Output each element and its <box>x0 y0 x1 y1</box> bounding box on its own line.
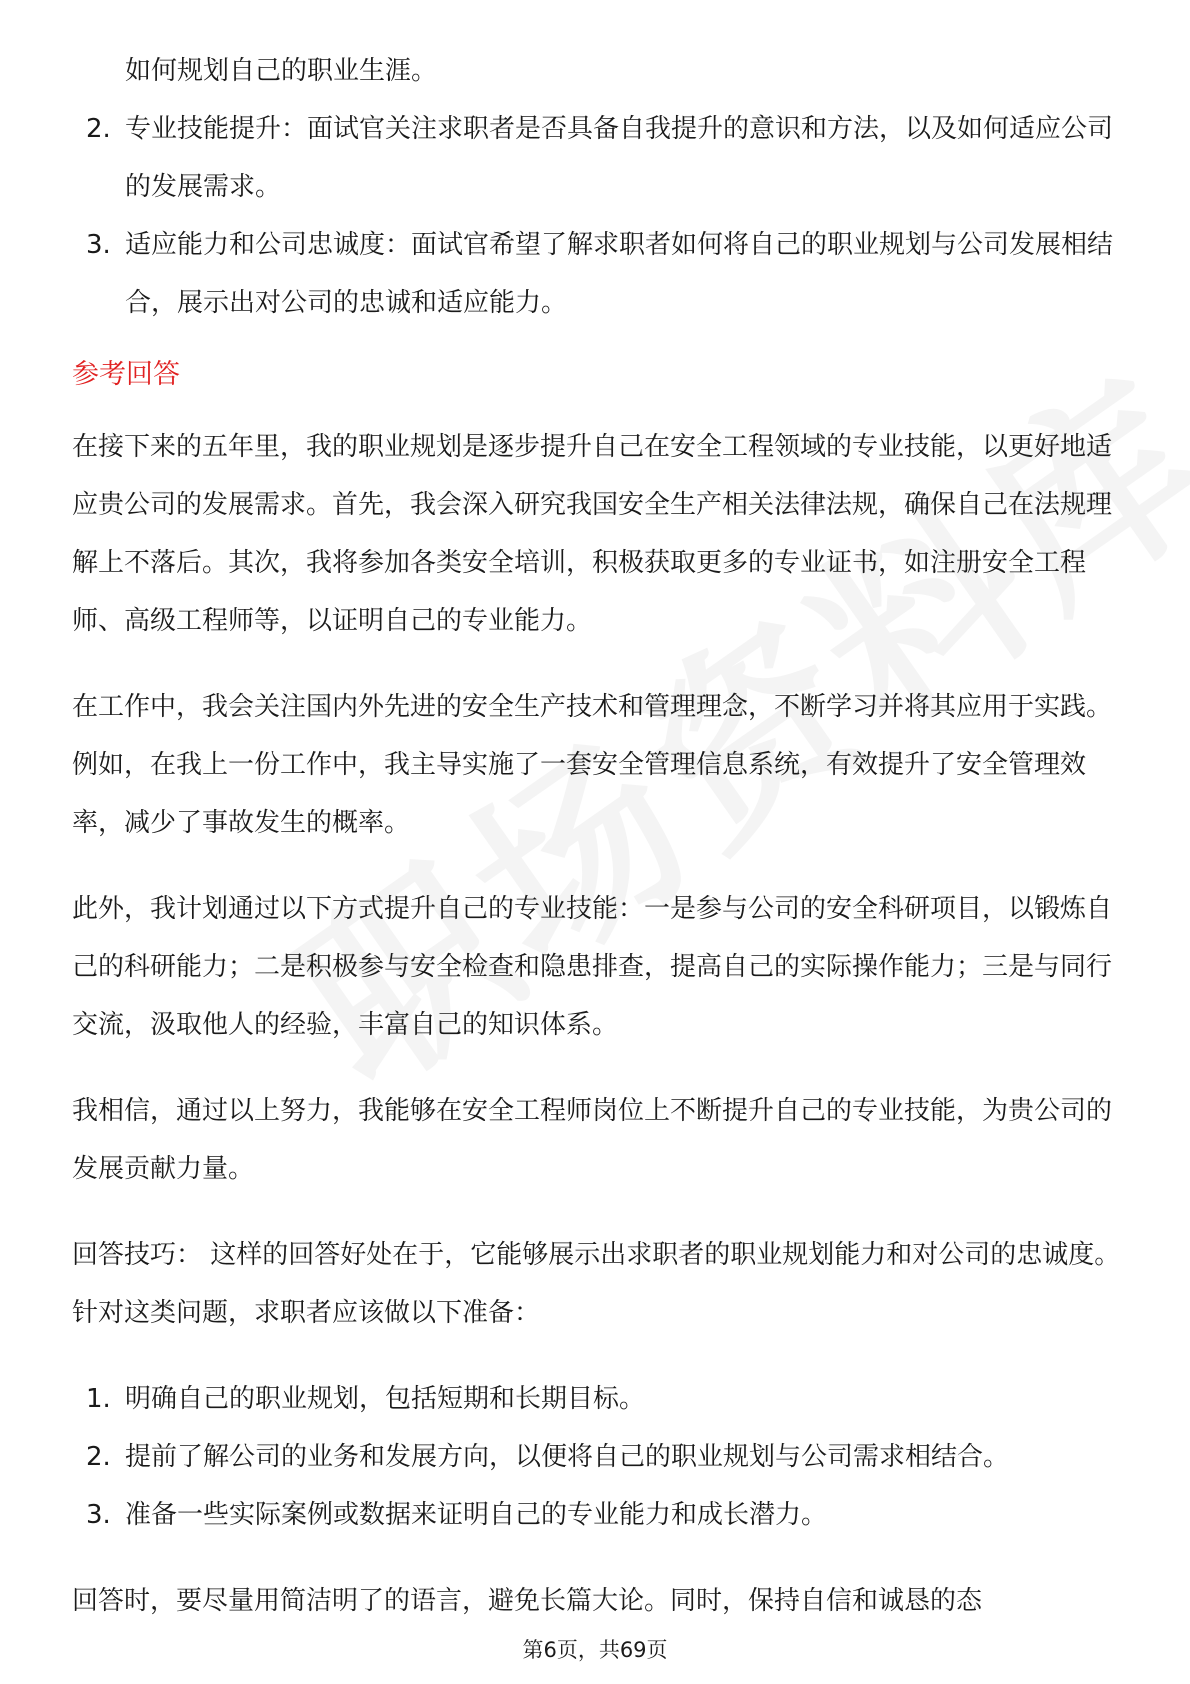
answer-paragraph-3: 此外，我计划通过以下方式提升自己的专业技能：一是参与公司的安全科研项目，以锻炼自己的科研能力；二是积极参与安全检查和隐患排查，提高自己的实际操作能力；三是与同行交流，汲取他人的经验，丰富自己的知识体系。 <box>72 894 1113 1040</box>
list-number: 3. <box>86 230 111 260</box>
list-text: 准备一些实际案例或数据来证明自己的专业能力和成长潜力。 <box>125 1500 828 1530</box>
list-item-continuation: 如何规划自己的职业生涯。 <box>125 56 438 86</box>
tips-paragraph: 回答技巧： 这样的回答好处在于，它能够展示出求职者的职业规划能力和对公司的忠诚度。针对这类问题，求职者应该做以下准备： <box>72 1240 1121 1328</box>
list-text: 专业技能提升：面试官关注求职者是否具备自我提升的意识和方法，以及如何适应公司的发展需求。 <box>125 114 1114 202</box>
list-number: 2. <box>86 114 111 144</box>
answer-paragraph-4: 我相信，通过以上努力，我能够在安全工程师岗位上不断提升自己的专业技能，为贵公司的发展贡献力量。 <box>72 1096 1113 1184</box>
list-item <box>72 100 1122 216</box>
list-text: 提前了解公司的业务和发展方向，以便将自己的职业规划与公司需求相结合。 <box>125 1442 1010 1472</box>
list-text: 适应能力和公司忠诚度：面试官希望了解求职者如何将自己的职业规划与公司发展相结合，展示出对公司的忠诚和适应能力。 <box>125 230 1114 318</box>
list-item <box>72 1428 1122 1486</box>
page-number: 第6页，共69页 <box>522 1638 668 1662</box>
document-content <box>72 42 1122 1630</box>
list-item <box>72 1486 1122 1544</box>
list-number: 1. <box>86 1384 111 1414</box>
closing-paragraph: 回答时，要尽量用简洁明了的语言，避免长篇大论。同时，保持自信和诚恳的态 <box>72 1586 983 1616</box>
list-item <box>72 1370 1122 1428</box>
answer-paragraph-2: 在工作中，我会关注国内外先进的安全生产技术和管理理念，不断学习并将其应用于实践。例如，在我上一份工作中，我主导实施了一套安全管理信息系统，有效提升了安全管理效率，减少了事故发生的概率。 <box>72 692 1113 838</box>
list-number: 2. <box>86 1442 111 1472</box>
list-item <box>72 216 1122 332</box>
criteria-list <box>72 100 1122 332</box>
list-text: 明确自己的职业规划，包括短期和长期目标。 <box>125 1384 646 1414</box>
section-heading: 参考回答 <box>72 359 180 390</box>
answer-paragraph-1: 在接下来的五年里，我的职业规划是逐步提升自己在安全工程领域的专业技能，以更好地适应贵公司的发展需求。首先，我会深入研究我国安全生产相关法律法规，确保自己在法规理解上不落后。其次，我将参加各类安全培训，积极获取更多的专业证书，如注册安全工程师、高级工程师等，以证明自己的专业能力。 <box>72 432 1113 636</box>
list-number: 3. <box>86 1500 111 1530</box>
preparation-list <box>72 1370 1122 1544</box>
